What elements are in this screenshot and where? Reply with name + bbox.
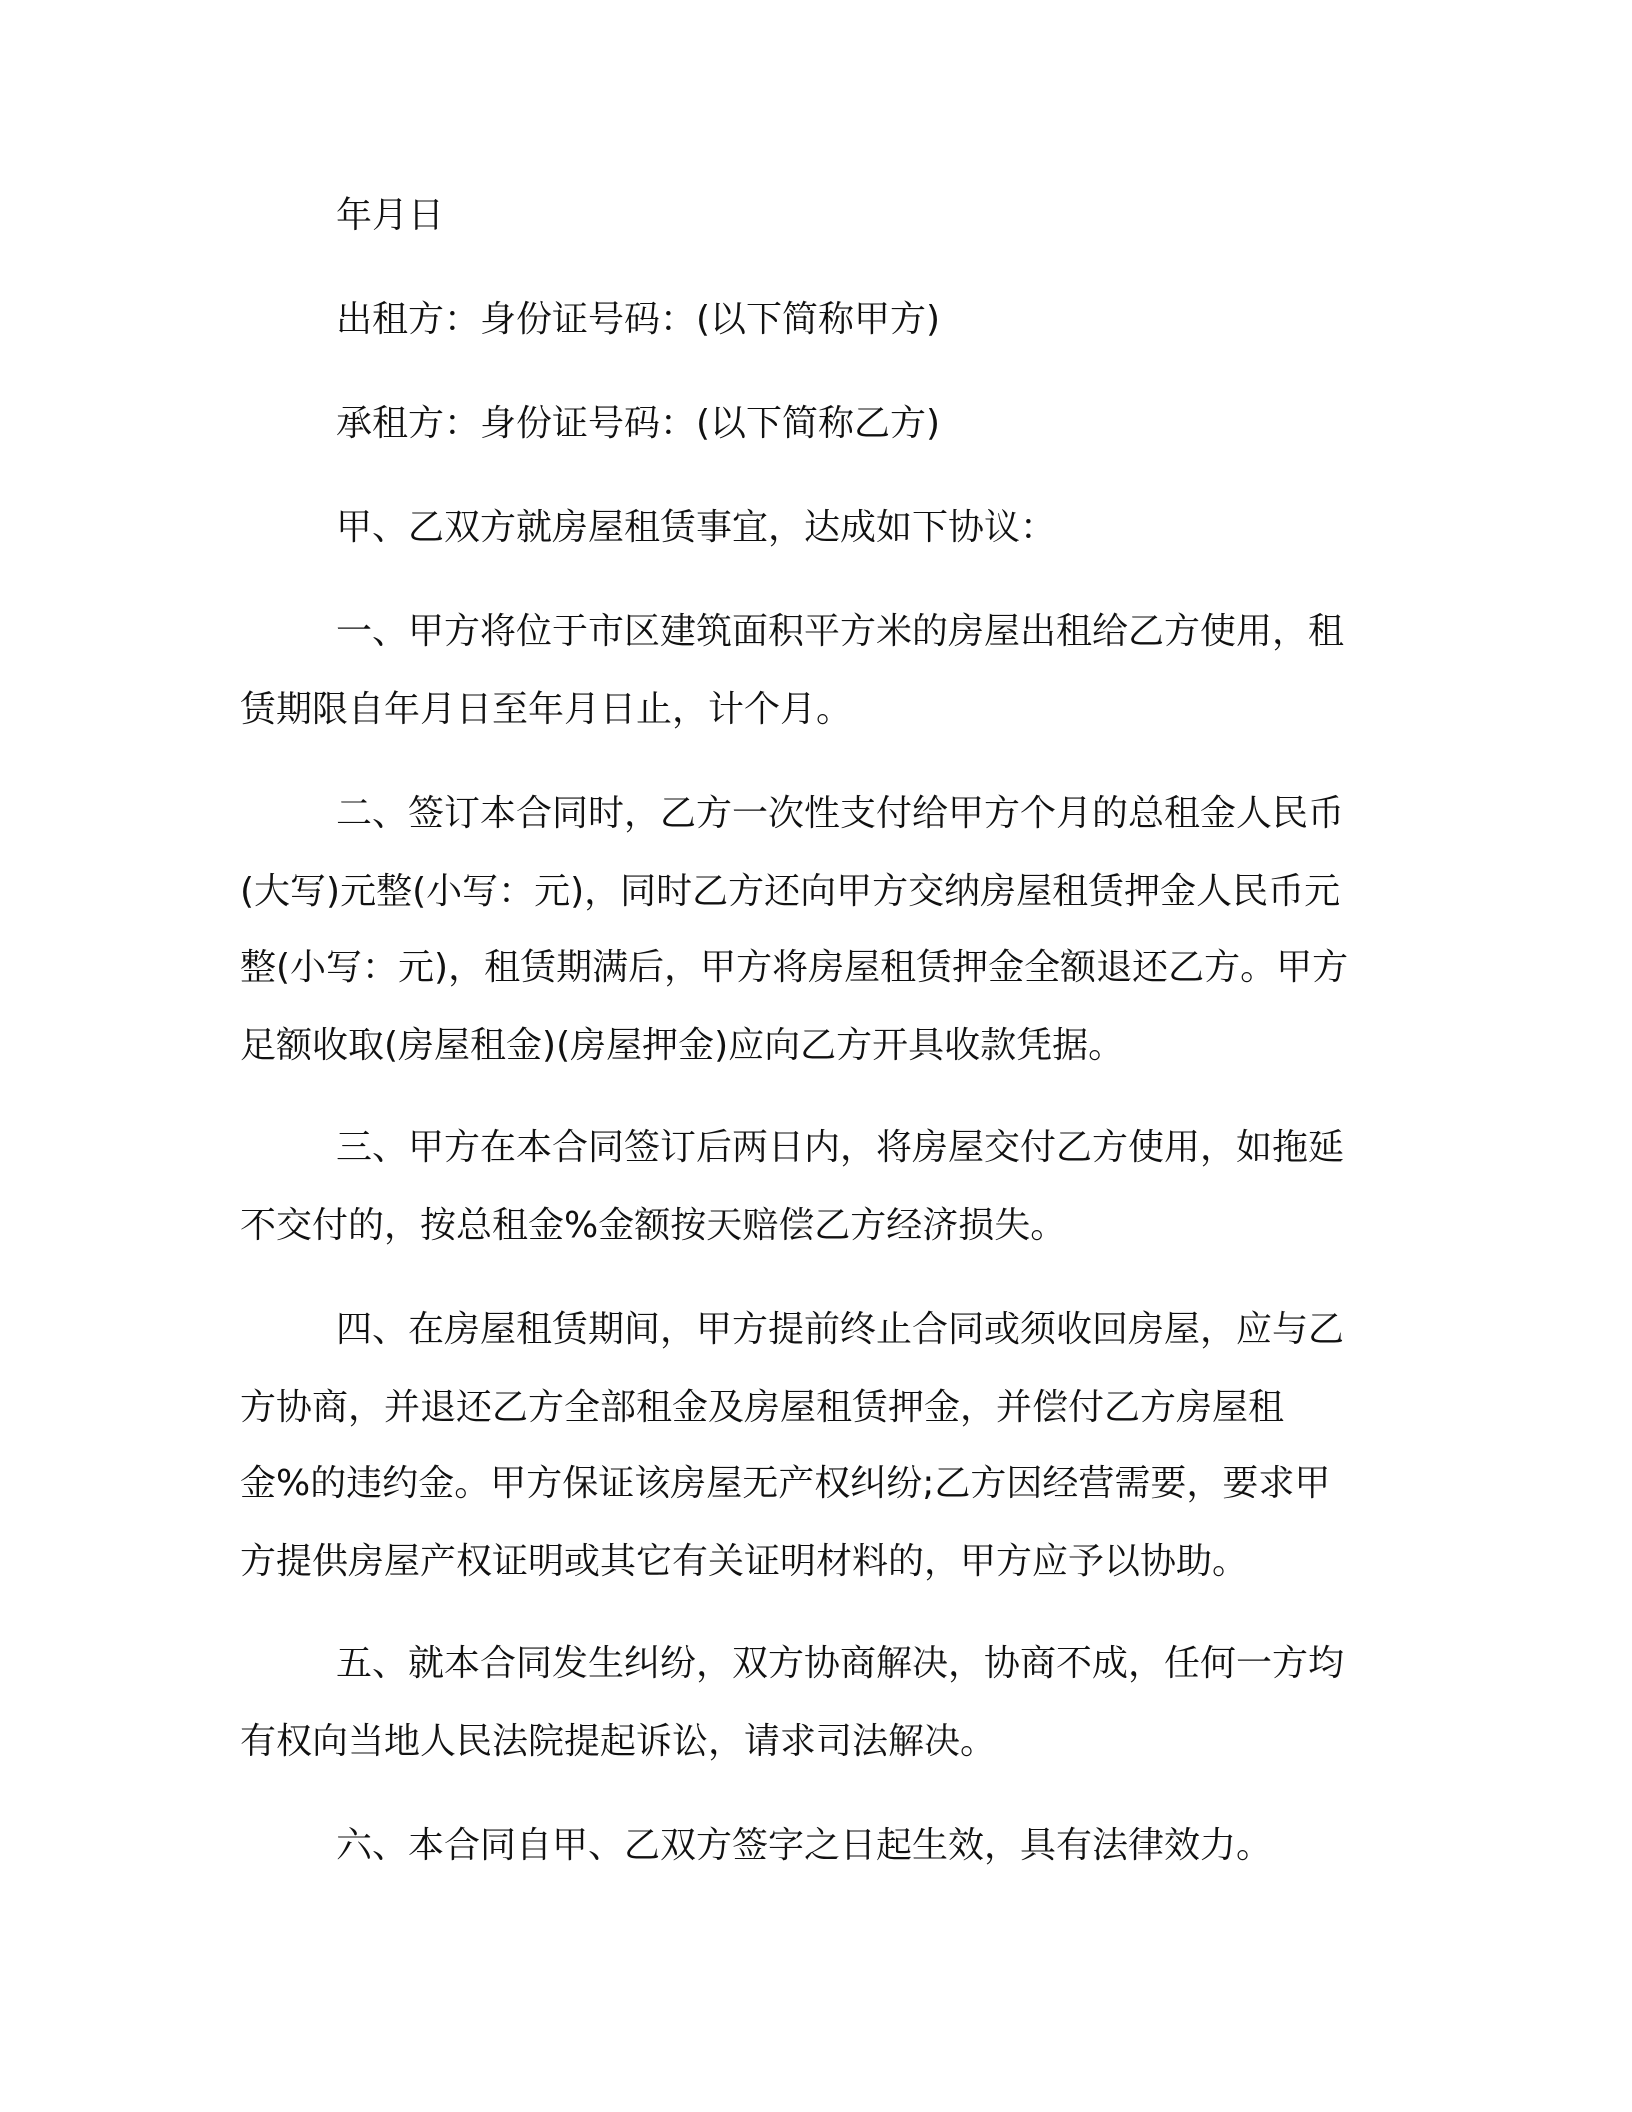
clause-2-line-2: (大写)元整(小写：元)，同时乙方还向甲方交纳房屋租赁押金人民币元 (240, 871, 1341, 912)
clause-1-line-1: 一、甲方将位于市区建筑面积平方米的房屋出租给乙方使用，租 (336, 611, 1345, 652)
clause-3-line-2: 不交付的，按总租金%金额按天赔偿乙方经济损失。 (240, 1205, 1067, 1246)
lessee-line: 承租方：身份证号码：(以下简称乙方) (336, 403, 941, 444)
clause-6-line-1: 六、本合同自甲、乙双方签字之日起生效，具有法律效力。 (336, 1825, 1273, 1866)
clause-3-line-1: 三、甲方在本合同签订后两日内，将房屋交付乙方使用，如拖延 (336, 1127, 1345, 1168)
agreement-intro: 甲、乙双方就房屋租赁事宜，达成如下协议： (336, 507, 1057, 548)
clause-2-line-1: 二、签订本合同时，乙方一次性支付给甲方个月的总租金人民币 (336, 793, 1345, 834)
clause-5-line-2: 有权向当地人民法院提起诉讼，请求司法解决。 (240, 1721, 997, 1762)
clause-2-line-4: 足额收取(房屋租金)(房屋押金)应向乙方开具收款凭据。 (240, 1025, 1125, 1066)
clause-1-line-2: 赁期限自年月日至年月日止，计个月。 (240, 689, 853, 730)
lessor-line: 出租方：身份证号码：(以下简称甲方) (336, 299, 941, 340)
clause-5-line-1: 五、就本合同发生纠纷，双方协商解决，协商不成，任何一方均 (336, 1643, 1345, 1684)
clause-4-line-2: 方协商，并退还乙方全部租金及房屋租赁押金，并偿付乙方房屋租 (240, 1387, 1285, 1428)
clause-2-line-3: 整(小写：元)，租赁期满后，甲方将房屋租赁押金全额退还乙方。甲方 (240, 947, 1349, 988)
clause-4-line-1: 四、在房屋租赁期间，甲方提前终止合同或须收回房屋，应与乙 (336, 1309, 1345, 1350)
clause-4-line-3: 金%的违约金。甲方保证该房屋无产权纠纷;乙方因经营需要，要求甲 (240, 1463, 1331, 1504)
date-line: 年月日 (336, 195, 445, 236)
clause-4-line-4: 方提供房屋产权证明或其它有关证明材料的，甲方应予以协助。 (240, 1541, 1249, 1582)
